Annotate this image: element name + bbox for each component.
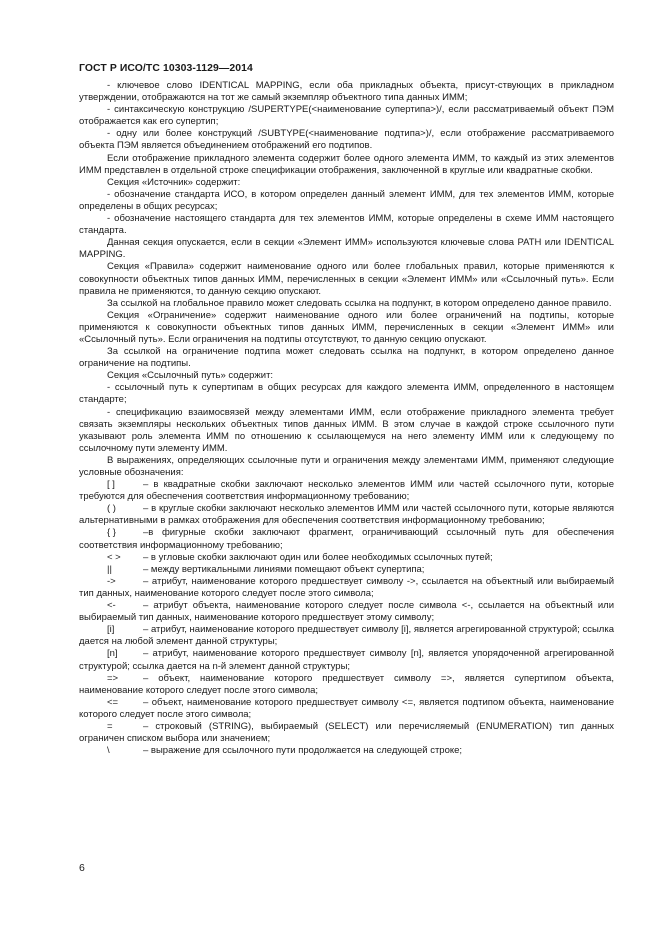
paragraph: Если отображение прикладного элемента содержит более одного элемента ИММ, то каждый из этих элементов ИММ представлен в отдельной строке спецификации отображения, заключенной в круглые или квадратные скобки. — [79, 152, 614, 176]
notation-symbol: [i] — [107, 624, 115, 636]
notation-symbol: = — [107, 720, 113, 732]
notation-item — [79, 479, 614, 503]
document-header: ГОСТ Р ИСО/ТС 10303-1129—2014 — [79, 63, 253, 74]
paragraph: - одну или более конструкций /SUBTYPE(<наименование подтипа>)/, если отображение рассматриваемого объекта ПЭМ является объединением отображений его подтипов. — [79, 128, 614, 152]
paragraph: Данная секция опускается, если в секции «Элемент ИММ» используются ключевые слова PATH или IDENTICAL MAPPING. — [79, 237, 614, 261]
notation-text: – объект, наименование которого предшествует символу =>, является супертипом объекта, наименование которого следует после этого символа; — [79, 672, 614, 696]
notation-item — [79, 697, 614, 721]
notation-text: – в круглые скобки заключают несколько элементов ИММ или частей ссылочного пути, которые являются альтернативными в рамках отображения для обеспечения соответствия информационному требованию; — [79, 503, 614, 527]
paragraph: Секция «Ограничение» содержит наименование одного или более ограничений на подтипы, которые применяются к совокупности объектных типов данных ИММ, перечисленных в секции «Элемент ИММ» или «Ссылочный путь». Если ограничения на подтипы отсутствуют, то данную секцию опускают. — [79, 309, 614, 345]
notation-text: – объект, наименование которого предшествует символу <=, является подтипом объекта, наименование которого следует после этого символа; — [79, 696, 614, 720]
paragraph: - ключевое слово IDENTICAL MAPPING, если оба прикладных объекта, присут-ствующих в прикладном утверждении, отображаются на тот же самый экземпляр объектного типа данных ИММ; — [79, 80, 614, 104]
notation-symbol: || — [107, 563, 112, 575]
notation-symbol: -> — [107, 575, 116, 587]
notation-text: –в фигурные скобки заключают фрагмент, ограничивающий ссылочный путь для обеспечения соответствия информационному требованию; — [79, 527, 614, 551]
paragraph: - обозначение настоящего стандарта для тех элементов ИММ, которые определены в схеме ИММ настоящего стандарта. — [79, 213, 614, 237]
paragraph: - обозначение стандарта ИСО, в котором определен данный элемент ИММ, для тех элементов ИММ, которые определены в общих ресурсах; — [79, 188, 614, 212]
notation-text: – в квадратные скобки заключают несколько элементов ИММ или частей ссылочного пути, которые требуются для обеспечения соответствия информационному требованию; — [79, 479, 614, 503]
notation-symbol: [n] — [107, 648, 118, 660]
notation-symbol: < > — [107, 551, 121, 563]
paragraph: - ссылочный путь к супертипам в общих ресурсах для каждого элемента ИММ, определенного в настоящем стандарте; — [79, 382, 614, 406]
notation-item — [79, 564, 614, 576]
notation-symbol: ( ) — [107, 503, 116, 515]
notation-item — [79, 673, 614, 697]
notation-text: – атрибут объекта, наименование которого следует после символа <-, ссылается на объектный или выбираемый тип данных, наименование которого предшествует этому символу; — [79, 600, 614, 624]
notation-item — [79, 600, 614, 624]
notation-item — [79, 527, 614, 551]
notation-item — [79, 624, 614, 648]
notation-item — [79, 721, 614, 745]
notation-text: – между вертикальными линиями помещают объект супертипа; — [143, 563, 425, 575]
page-number: 6 — [79, 862, 85, 874]
notation-symbol: <= — [107, 696, 119, 708]
notation-item — [79, 503, 614, 527]
paragraph: За ссылкой на глобальное правило может следовать ссылка на подпункт, в котором определено данное правило. — [107, 297, 612, 309]
notation-text: – в угловые скобки заключают один или более необходимых ссылочных путей; — [143, 551, 493, 563]
paragraph: - синтаксическую конструкцию /SUPERTYPE(<наименование супертипа>)/, если рассматриваемый объект ПЭМ отображается как его супертип; — [79, 104, 614, 128]
paragraph: - спецификацию взаимосвязей между элементами ИММ, если отображение прикладного элемента требует связать экземпляры нескольких объектных типов данных ИММ. В этом случае в каждой строке ссылочного пути указывают роль элемента ИММ по отношению к ссылающемуся на него элементу ИММ или к следующему по ссылочному пути элементу ИММ. — [79, 406, 614, 454]
paragraph: В выражениях, определяющих ссылочные пути и ограничения между элементами ИММ, применяют следующие условные обозначения: — [79, 454, 614, 478]
notation-symbol: [ ] — [107, 479, 115, 491]
notation-item — [79, 648, 614, 672]
paragraph: Секция «Источник» содержит: — [107, 176, 241, 188]
notation-text: – атрибут, наименование которого предшествует символу ->, ссылается на объектный или выбираемый тип данных, наименование которого следует после этого символа; — [79, 575, 614, 599]
notation-text: – выражение для ссылочного пути продолжается на следующей строке; — [143, 745, 463, 757]
paragraph: За ссылкой на ограничение подтипа может следовать ссылка на подпункт, в котором определено данное ограничение на подтипы. — [79, 346, 614, 370]
document-body — [79, 80, 614, 757]
notation-text: – атрибут, наименование которого предшествует символу [i], является агрегированной структурой; ссылка дается на любой элемент данной структуры; — [79, 624, 614, 648]
notation-symbol: { } — [107, 527, 116, 539]
notation-text: – атрибут, наименование которого предшествует символу [n], является упорядоченной агрегированной структурой; ссылка дается на n-й элемент данной структуры; — [79, 648, 614, 672]
notation-text: – строковый (STRING), выбираемый (SELECT) или перечисляемый (ENUMERATION) тип данных ограничен списком выбора или значением; — [79, 720, 614, 745]
paragraph: Секция «Ссылочный путь» содержит: — [107, 370, 274, 382]
notation-symbol: <- — [107, 600, 116, 612]
notation-item — [79, 552, 614, 564]
notation-item — [79, 745, 614, 757]
notation-symbol: => — [107, 672, 119, 684]
paragraph: Секция «Правила» содержит наименование одного или более глобальных правил, которые применяются к совокупности объектных типов данных ИММ, перечисленных в секции «Элемент ИММ» или «Ссылочный путь». Если правила не применяются, то данную секцию опускают. — [79, 261, 614, 297]
notation-item — [79, 576, 614, 600]
notation-symbol: \ — [107, 745, 110, 757]
